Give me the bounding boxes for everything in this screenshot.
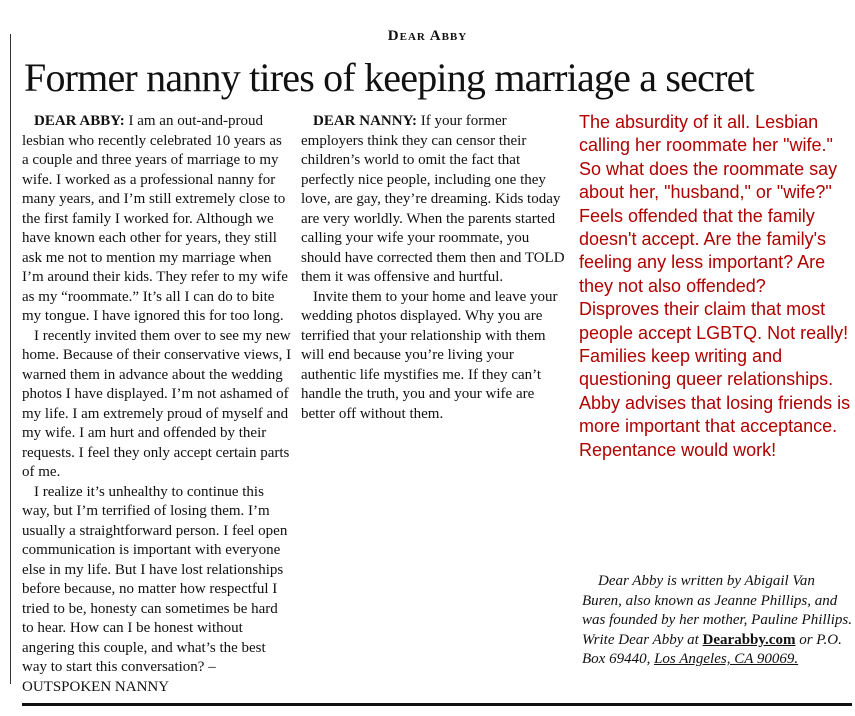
letter-p1-text: I am an out-and-proud lesbian who recently celebrated 10 years as a couple and three years of marriage to my wife. I worked as a professional nanny for many years, and I’m still extremely close to the first family I worked for. Although we have known each other for years, they still ask me not to mention my marriage when I’m around their kids. They refer to my wife as my “roommate.” It’s all I can do to bite my tongue. I have ignored this for too long. bbox=[22, 113, 288, 324]
column-credit bbox=[576, 572, 854, 670]
headline: Former nanny tires of keeping marriage a secret bbox=[24, 55, 754, 100]
red-annotation bbox=[579, 111, 854, 462]
annotation-line: Disproves their claim that most people accept LGBTQ. Not really! Families keep writing and questioning queer relationships. bbox=[579, 299, 849, 390]
article-column-1 bbox=[22, 112, 292, 697]
bottom-rule bbox=[22, 703, 852, 706]
letter-paragraph-1 bbox=[22, 112, 292, 327]
left-column-rule bbox=[10, 34, 11, 684]
article-column-2 bbox=[301, 112, 571, 424]
letter-paragraph-2: I recently invited them over to see my new home. Because of their conservative views, I warned them in advance about the wedding photos I have displayed. I’m not ashamed of my life. I am extremely proud of myself and my wife. I am hurt and offended by their requests. I feel they only accept certain parts of me. bbox=[22, 327, 292, 480]
reply-p1-text: If your former employers think they can censor their children’s world to omit the fact that perfectly nice people, including one they love, are gay, they’re dreaming. Kids today are very worldly. When the parents started calling your wife your roommate, you should have corrected them then and TOLD them it was offensive and hurtful. bbox=[301, 113, 565, 285]
reply-salutation: DEAR NANNY: bbox=[313, 113, 418, 129]
annotation-line: Abby advises that losing friends is more important that acceptance. bbox=[579, 392, 851, 437]
credit-text: Dear Abby is written by Abigail Van Buren, also known as Jeanne Phillips, and was founded by her mother, Pauline Phillips. Write Dear Abby at bbox=[582, 573, 852, 648]
letter-salutation: DEAR ABBY: bbox=[34, 113, 125, 129]
annotation-line: The absurdity of it all. Lesbian calling her roommate her "wife." So what does the roommate say about her, "husband," or "wife?" Feels offended that the family doesn't accept. Are the family's feeling any less important? Are they not also offended? bbox=[579, 112, 838, 296]
reply-paragraph-1 bbox=[301, 112, 571, 288]
credit-city: Los Angeles, CA 90069. bbox=[654, 651, 799, 668]
reply-paragraph-2: Invite them to your home and leave your wedding photos displayed. Why you are terrified that your relationship with them will end because you’re living your authentic life mystifies me. If they can’t handle the truth, you and your wife are better off without them. bbox=[301, 288, 558, 422]
annotation-line: Repentance would work! bbox=[579, 439, 777, 460]
website-link[interactable]: Dearabby.com bbox=[702, 631, 796, 648]
letter-paragraph-3: I realize it’s unhealthy to continue this way, but I’m terrified of losing them. I’m usually a straightforward person. I feel open communication is important with everyone else in my life. But I have lost relationships before because, no matter how respectful I tried to be, honesty can sometimes be hard to hear. How can I be honest without angering this couple, and what’s the best way to start this conversation? – OUTSPOKEN NANNY bbox=[22, 483, 288, 695]
credit-address: or P.O. Box 69440, bbox=[582, 631, 842, 668]
column-kicker: Dear Abby bbox=[387, 28, 468, 44]
